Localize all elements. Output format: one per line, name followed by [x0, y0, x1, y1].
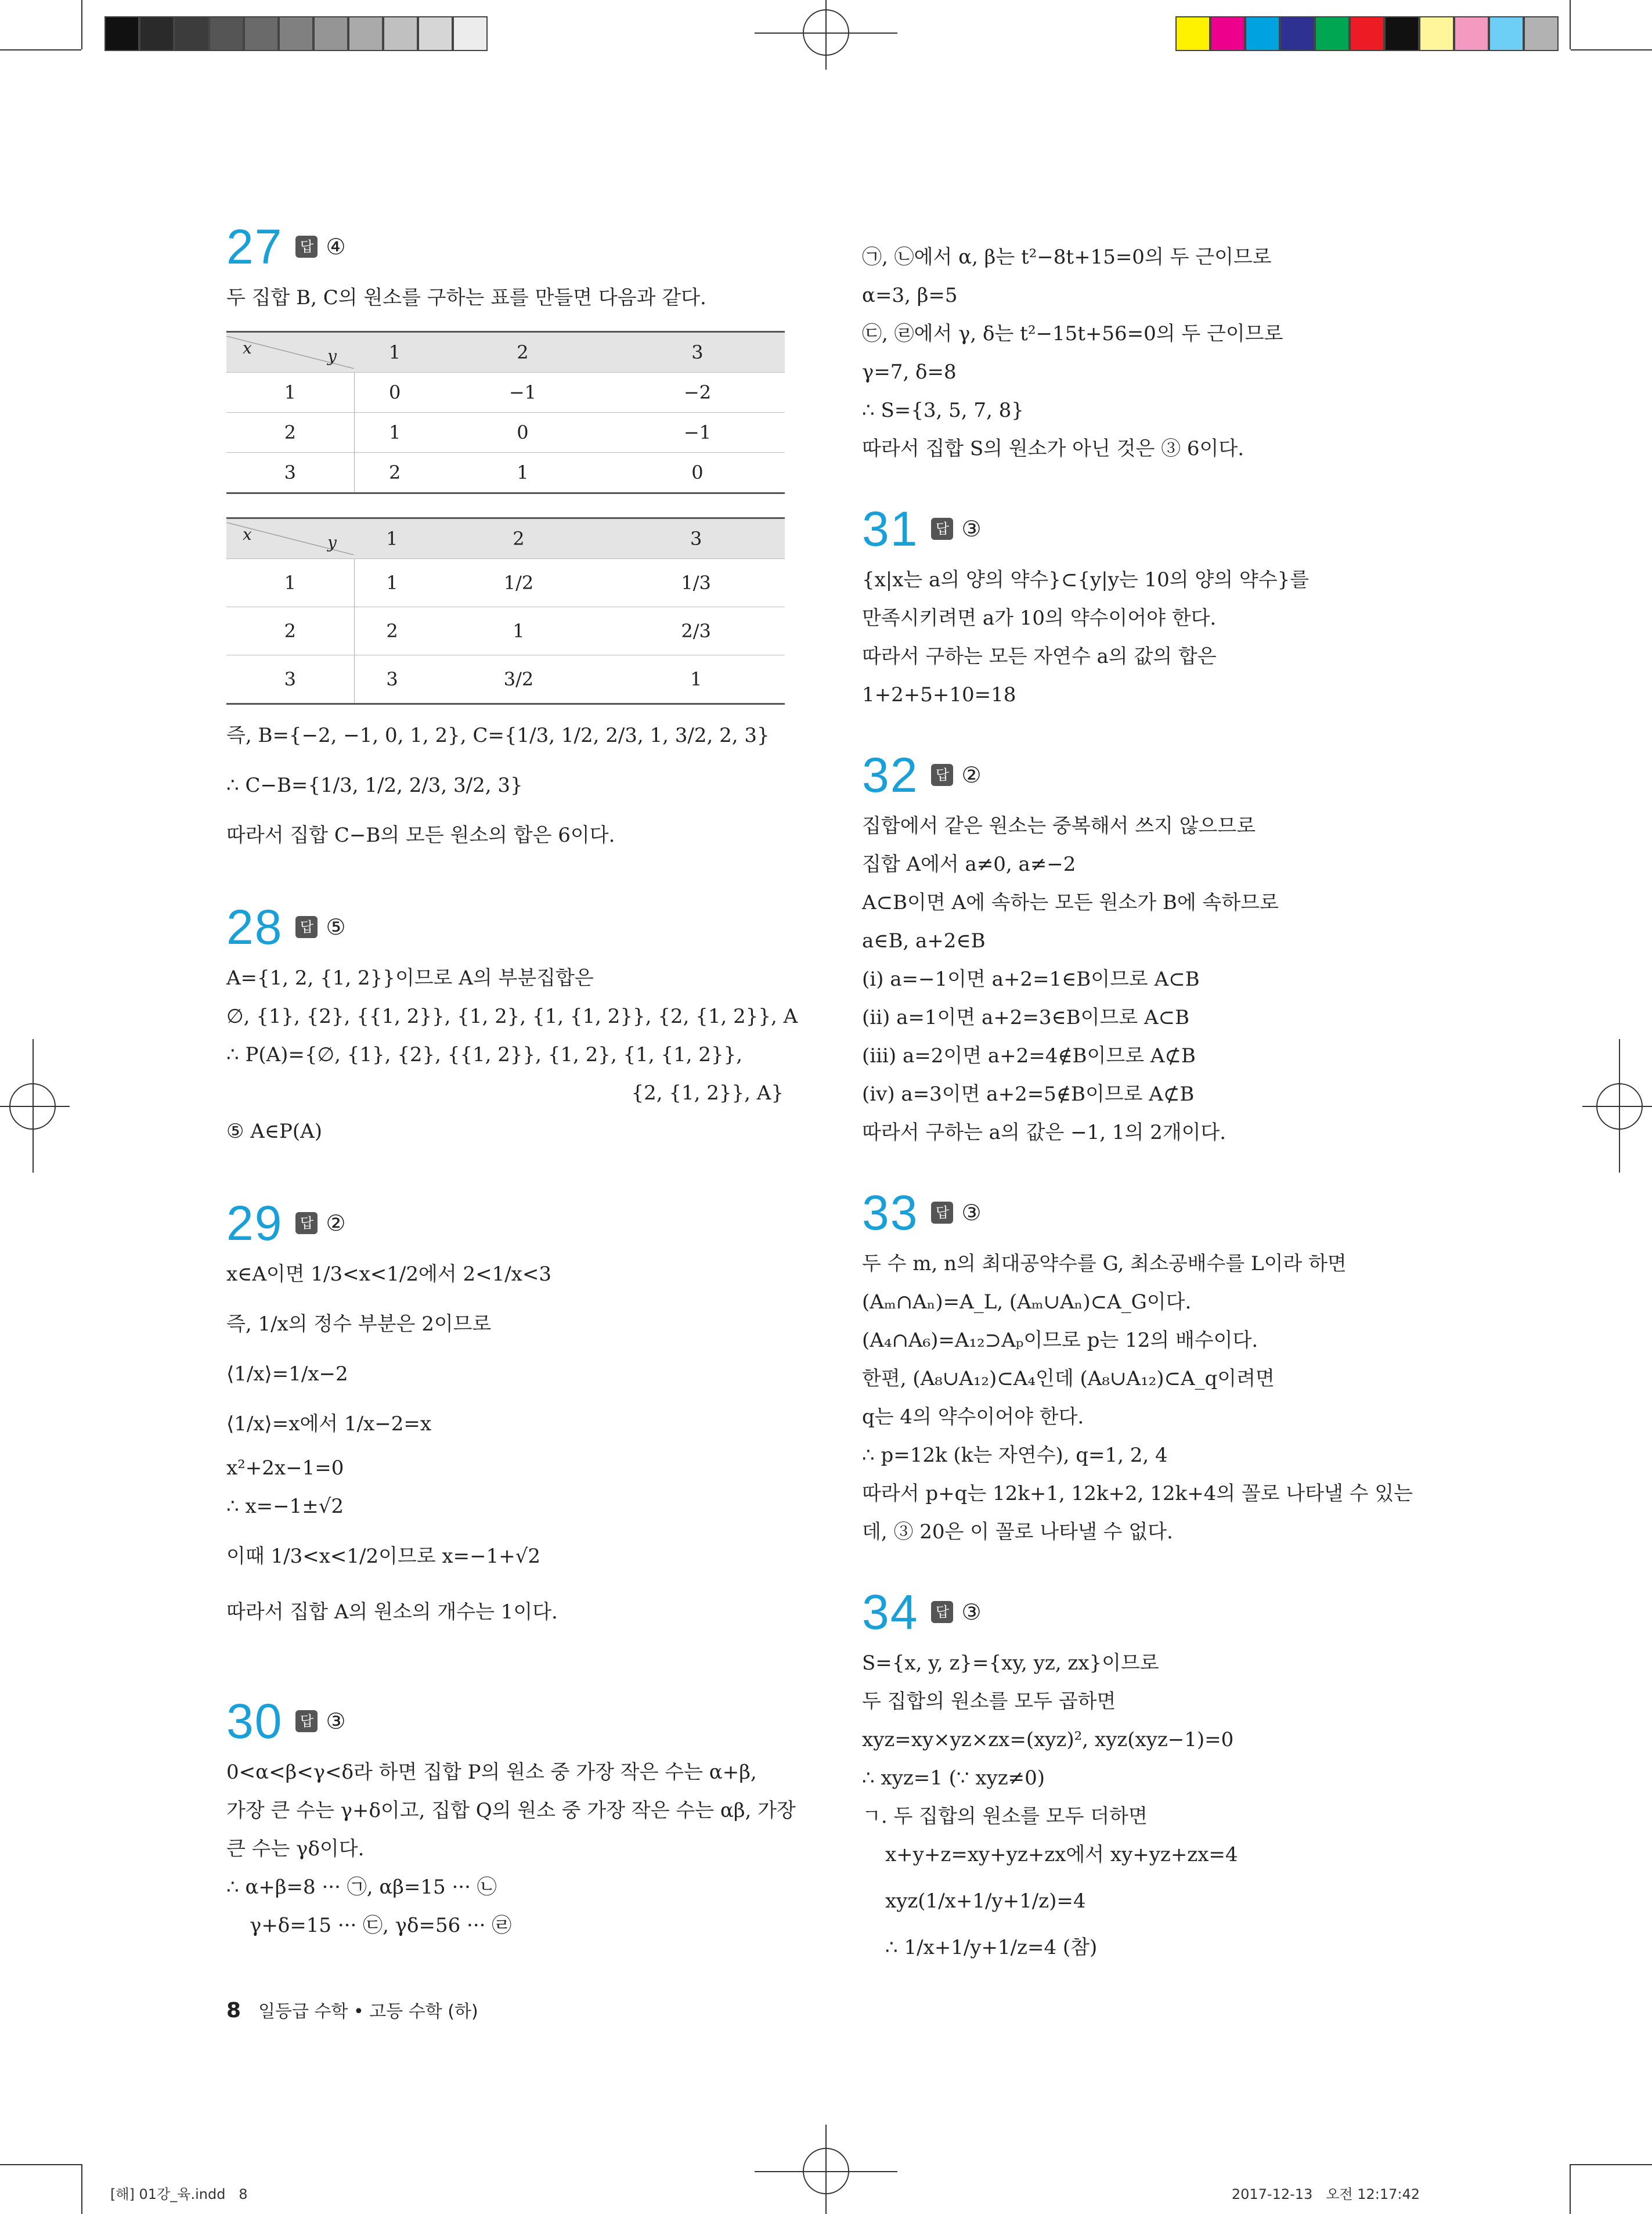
table-cell: −1 — [435, 373, 610, 413]
answer-label-badge: 답 — [931, 1202, 953, 1224]
color-swatch — [1384, 16, 1419, 51]
slug-file: [해] 01강_육.indd 8 — [110, 2186, 248, 2202]
row-header: 2 — [226, 607, 354, 655]
crop-mark — [81, 0, 82, 49]
text-line: q는 4의 약수이어야 한다. — [862, 1405, 1084, 1429]
text-line: 집합 A에서 a≠0, a≠−2 — [862, 853, 1076, 876]
text-line: ∴ p=12k (k는 자연수), q=1, 2, 4 — [862, 1444, 1168, 1467]
table-row — [226, 559, 785, 607]
text-line: ㉠, ㉡에서 α, β는 t²−8t+15=0의 두 근이므로 — [862, 246, 1272, 269]
column-header: 1 — [354, 332, 435, 373]
text-line: {2, {1, 2}}, A} — [631, 1081, 784, 1105]
color-swatch — [418, 16, 453, 51]
answer-label-badge: 답 — [295, 1212, 318, 1234]
color-swatch — [453, 16, 488, 51]
row-header: 1 — [226, 559, 354, 607]
table-row — [226, 655, 785, 704]
color-swatch — [209, 16, 244, 51]
crop-mark — [1570, 0, 1571, 49]
crop-mark — [1571, 2164, 1652, 2165]
corner-x-label: x — [243, 525, 252, 544]
table-row — [226, 413, 785, 453]
text-line: 따라서 집합 C−B의 모든 원소의 합은 6이다. — [226, 824, 615, 847]
question-32-header — [862, 743, 1431, 807]
question-29-header — [226, 1191, 789, 1255]
text-line: ∅, {1}, {2}, {{1, 2}}, {1, 2}, {1, {1, 2}}, {2, {1, 2}}, A — [226, 1005, 798, 1028]
page-footer — [226, 1997, 478, 2022]
row-header: 1 — [226, 373, 354, 413]
text-line: 두 수 m, n의 최대공약수를 G, 최소공배수를 L이라 하면 — [862, 1252, 1347, 1275]
color-swatch — [1315, 16, 1350, 51]
text-line: 한편, (A₈∪A₁₂)⊂A₄인데 (A₈∪A₁₂)⊂A_q이려면 — [862, 1367, 1275, 1390]
crop-mark — [1571, 49, 1652, 51]
crop-mark — [0, 49, 81, 51]
crop-mark — [1570, 2164, 1571, 2214]
question-number: 31 — [862, 502, 919, 556]
text-line: γ=7, δ=8 — [862, 360, 957, 384]
color-swatch — [139, 16, 174, 51]
table-cell: 2 — [354, 453, 435, 493]
answer-label-badge: 답 — [931, 764, 953, 786]
table-cell: −2 — [610, 373, 785, 413]
question-number: 29 — [226, 1196, 283, 1250]
question-number: 28 — [226, 900, 283, 954]
corner-y-label: y — [327, 533, 337, 552]
text-line: ∴ xyz=1 (∵ xyz≠0) — [862, 1766, 1045, 1790]
table-cell: 0 — [354, 373, 435, 413]
color-swatch — [348, 16, 383, 51]
question-30-header — [226, 1689, 789, 1753]
answer-choice: ② — [961, 762, 982, 788]
table-cell: −1 — [610, 413, 785, 453]
text-line: ㄱ. 두 집합의 원소를 모두 더하면 — [862, 1805, 1148, 1828]
text-line: ∴ P(A)={∅, {1}, {2}, {{1, 2}}, {1, 2}, {1, {1, 2}}, — [226, 1043, 743, 1066]
answer-choice: ③ — [961, 516, 982, 542]
text-line: xyz=xy×yz×zx=(xyz)², xyz(xyz−1)=0 — [862, 1728, 1234, 1751]
table-row — [226, 607, 785, 655]
table-cell: 0 — [435, 413, 610, 453]
text-line: (ⅲ) a=2이면 a+2=4∉B이므로 A⊄B — [862, 1044, 1196, 1068]
color-swatch — [1175, 16, 1210, 51]
crop-mark — [81, 2164, 82, 2214]
book-title: 일등급 수학 • 고등 수학 (하) — [258, 2002, 478, 2022]
text-line: 따라서 p+q는 12k+1, 12k+2, 12k+4의 꼴로 나타낼 수 있는 — [862, 1482, 1413, 1505]
text-line: x∈A이면 1/3<x<1/2에서 2<1/x<3 — [226, 1263, 551, 1286]
color-swatch — [174, 16, 209, 51]
question-number: 34 — [862, 1585, 919, 1639]
corner-x-label: x — [243, 338, 252, 358]
color-swatch — [1280, 16, 1315, 51]
text-line: 데, ③ 20은 이 꼴로 나타낼 수 없다. — [862, 1520, 1173, 1544]
column-header: 1 — [354, 518, 430, 559]
text-line: (ⅳ) a=3이면 a+2=5∉B이므로 A⊄B — [862, 1083, 1195, 1106]
text-line: A⊂B이면 A에 속하는 모든 원소가 B에 속하므로 — [862, 891, 1279, 914]
text-line: ∴ x=−1±√2 — [226, 1495, 344, 1518]
text-line: ㉢, ㉣에서 γ, δ는 t²−15t+56=0의 두 근이므로 — [862, 322, 1283, 345]
text-line: 두 집합의 원소를 모두 곱하면 — [862, 1690, 1116, 1713]
text-line: 따라서 구하는 모든 자연수 a의 값의 합은 — [862, 645, 1217, 668]
text-line: ⑤ A∈P(A) — [226, 1120, 322, 1143]
table-x-over-y — [226, 517, 785, 705]
right-column — [862, 238, 1431, 1967]
text-line: ∴ α+β=8 ··· ㉠, αβ=15 ··· ㉡ — [226, 1876, 497, 1899]
table-cell: 1/3 — [607, 559, 785, 607]
text-line: (ⅱ) a=1이면 a+2=3∈B이므로 A⊂B — [862, 1006, 1190, 1029]
question-27-header — [226, 215, 789, 279]
color-swatch — [1419, 16, 1454, 51]
text-line: S={x, y, z}={xy, yz, zx}이므로 — [862, 1652, 1159, 1675]
row-header: 3 — [226, 453, 354, 493]
text-line: γ+δ=15 ··· ㉢, γδ=56 ··· ㉣ — [250, 1914, 512, 1937]
text-line: 즉, 1/x의 정수 부분은 2이므로 — [226, 1312, 492, 1336]
table-cell: 1 — [354, 413, 435, 453]
text-line: 따라서 집합 S의 원소가 아닌 것은 ③ 6이다. — [862, 437, 1245, 460]
answer-label-badge: 답 — [931, 518, 953, 540]
question-number: 32 — [862, 748, 919, 802]
text-line: 두 집합 B, C의 원소를 구하는 표를 만들면 다음과 같다. — [226, 286, 706, 309]
answer-label-badge: 답 — [295, 236, 318, 258]
color-swatch — [1489, 16, 1524, 51]
table-cell: 1/2 — [430, 559, 608, 607]
color-swatch — [313, 16, 348, 51]
text-line: (A₄∩A₆)=A₁₂⊃Aₚ이므로 p는 12의 배수이다. — [862, 1329, 1258, 1352]
color-swatch — [104, 16, 139, 51]
question-34-header — [862, 1580, 1431, 1644]
text-line: 0<α<β<γ<δ라 하면 집합 P의 원소 중 가장 작은 수는 α+β, — [226, 1761, 757, 1784]
table-cell: 1 — [430, 607, 608, 655]
answer-choice: ③ — [961, 1599, 982, 1625]
text-line: ⟨1/x⟩=1/x−2 — [226, 1362, 348, 1386]
color-swatch — [383, 16, 418, 51]
text-line: ⟨1/x⟩=x에서 1/x−2=x — [226, 1412, 431, 1436]
row-header: 3 — [226, 655, 354, 704]
corner-y-label: y — [327, 347, 337, 366]
answer-choice: ③ — [961, 1200, 982, 1225]
text-line: (Aₘ∩Aₙ)=A_L, (Aₘ∪Aₙ)⊂A_G이다. — [862, 1290, 1192, 1314]
text-line: (ⅰ) a=−1이면 a+2=1∈B이므로 A⊂B — [862, 968, 1200, 991]
text-line: ∴ S={3, 5, 7, 8} — [862, 399, 1024, 422]
color-swatch — [1454, 16, 1489, 51]
question-31-header — [862, 497, 1431, 561]
question-33-header — [862, 1181, 1431, 1245]
answer-choice: ⑤ — [326, 914, 346, 940]
color-swatch — [1524, 16, 1559, 51]
text-line: 이때 1/3<x<1/2이므로 x=−1+√2 — [226, 1545, 540, 1568]
table-cell: 2 — [354, 607, 430, 655]
table-y-minus-x — [226, 331, 785, 494]
table-cell: 1 — [607, 655, 785, 704]
text-line: 1+2+5+10=18 — [862, 683, 1016, 706]
text-line: 만족시키려면 a가 10의 약수이어야 한다. — [862, 607, 1217, 630]
slug-timestamp: 2017-12-13 오전 12:17:42 — [1231, 2186, 1420, 2202]
text-line: ∴ 1/x+1/y+1/z=4 (참) — [885, 1936, 1098, 1959]
text-line: a∈B, a+2∈B — [862, 929, 986, 953]
text-line: α=3, β=5 — [862, 284, 958, 307]
text-line: 큰 수는 γδ이다. — [226, 1837, 365, 1860]
table-cell: 0 — [610, 453, 785, 493]
answer-choice: ③ — [326, 1708, 346, 1734]
table-cell: 3/2 — [430, 655, 608, 704]
column-header: 3 — [607, 518, 785, 559]
answer-choice: ② — [326, 1210, 346, 1236]
answer-label-badge: 답 — [295, 916, 318, 938]
column-header: 2 — [435, 332, 610, 373]
text-line: 따라서 집합 A의 원소의 개수는 1이다. — [226, 1600, 558, 1624]
text-line: 즉, B={−2, −1, 0, 1, 2}, C={1/3, 1/2, 2/3, 1, 3/2, 2, 3} — [226, 724, 770, 747]
table-cell: 2/3 — [607, 607, 785, 655]
question-28-header — [226, 895, 789, 959]
answer-label-badge: 답 — [931, 1601, 953, 1623]
text-line: 집합에서 같은 원소는 중복해서 쓰지 않으므로 — [862, 814, 1256, 838]
crop-mark — [0, 2164, 81, 2165]
column-header: 2 — [430, 518, 608, 559]
text-line: x²+2x−1=0 — [226, 1456, 344, 1480]
color-swatch — [244, 16, 279, 51]
color-swatch — [1245, 16, 1280, 51]
color-swatch — [1210, 16, 1245, 51]
table-row — [226, 453, 785, 493]
table-row — [226, 373, 785, 413]
question-number: 27 — [226, 219, 283, 274]
text-line: xyz(1/x+1/y+1/z)=4 — [885, 1890, 1086, 1913]
question-number: 30 — [226, 1694, 283, 1748]
table-cell: 1 — [435, 453, 610, 493]
table-cell: 1 — [354, 559, 430, 607]
answer-choice: ④ — [326, 234, 346, 259]
text-line: 따라서 구하는 a의 값은 −1, 1의 2개이다. — [862, 1121, 1227, 1144]
text-line: 가장 큰 수는 γ+δ이고, 집합 Q의 원소 중 가장 작은 수는 αβ, 가장 — [226, 1799, 796, 1822]
color-swatch — [279, 16, 313, 51]
text-line: A={1, 2, {1, 2}}이므로 A의 부분집합은 — [226, 967, 594, 990]
text-line: {x|x는 a의 양의 약수}⊂{y|y는 10의 양의 약수}를 — [862, 568, 1310, 592]
row-header: 2 — [226, 413, 354, 453]
color-swatch — [1350, 16, 1384, 51]
answer-label-badge: 답 — [295, 1710, 318, 1732]
left-column — [226, 215, 798, 1945]
page-number: 8 — [226, 1999, 241, 2022]
column-header: 3 — [610, 332, 785, 373]
text-line: x+y+z=xy+yz+zx에서 xy+yz+zx=4 — [885, 1843, 1238, 1866]
table-cell: 3 — [354, 655, 430, 704]
text-line: ∴ C−B={1/3, 1/2, 2/3, 3/2, 3} — [226, 774, 523, 797]
question-number: 33 — [862, 1185, 919, 1240]
